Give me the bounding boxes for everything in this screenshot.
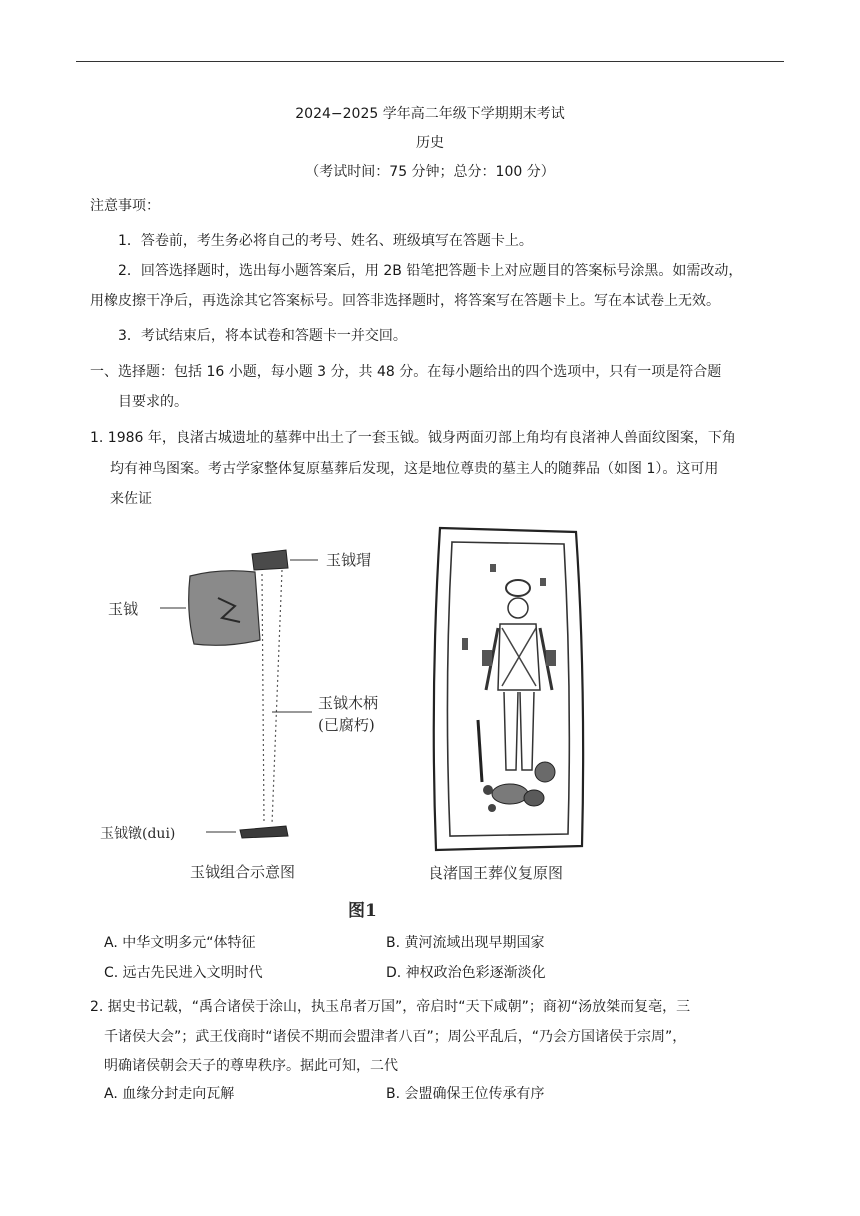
q1-stem-line-2: 均有神鸟图案。考古学家整体复原墓葬后发现，这是地位尊贵的墓主人的随葬品（如图 1）。这可用	[110, 461, 719, 477]
caption-left: 玉钺组合示意图	[190, 863, 296, 881]
section-1-line-2: 目要求的。	[118, 394, 188, 410]
subject-title: 历史	[416, 135, 444, 151]
notice-item-1: 1．答卷前，考生务必将自己的考号、姓名、班级填写在答题卡上。	[118, 233, 533, 249]
label-axe-cap: 玉钺瑁	[326, 551, 372, 569]
q2-stem-line-3: 明确诸侯朝会天子的尊卑秩序。据此可知，二代	[104, 1058, 398, 1074]
caption-right: 良渚国王葬仪复原图	[428, 864, 564, 882]
pottery-vessel-2	[524, 790, 544, 806]
chest-straps	[502, 628, 536, 686]
q1-option-a: A. 中华文明多元“体特征	[104, 935, 256, 951]
jade-bead	[483, 785, 493, 795]
legs	[504, 692, 534, 770]
label-axe-dui: 玉钺镦(dui)	[100, 826, 176, 842]
q1-option-d: D. 神权政治色彩逐渐淡化	[386, 965, 546, 981]
jade-piece	[462, 638, 468, 650]
q2-option-b: B. 会盟确保王位传承有序	[386, 1086, 545, 1102]
q1-stem-line-1: 1. 1986 年，良渚古城遗址的墓葬中出土了一套玉钺。钺身两面刃部上角均有良渚神人兽面纹图案，下角	[90, 430, 736, 446]
label-axe-handle: 玉钺木柄	[318, 694, 379, 712]
jade-axe-diagram	[160, 550, 318, 838]
right-bracelet	[546, 650, 556, 666]
burial-diagram	[434, 528, 583, 850]
q1-stem-line-3: 来佐证	[110, 491, 152, 507]
notice-item-2-line-2: 用橡皮擦干净后，再选涂其它答案标号。回答非选择题时，将答案写在答题卡上。写在本试卷上无效。	[90, 293, 720, 309]
q2-stem-line-1: 2. 据史书记载，“禹合诸侯于涂山，执玉帛者万国”，帝启时“天下咸朝”；商初“汤放桀而复亳，三	[90, 999, 691, 1015]
notice-item-2-line-1: 2．回答选择题时，选出每小题答案后，用 2B 铅笔把答题卡上对应题目的答案标号涂黑。如需改动，	[118, 263, 743, 279]
handle-line-left	[262, 574, 264, 824]
axe-blade-shape	[189, 571, 260, 646]
axe-handle-in-tomb	[478, 720, 482, 782]
pottery-vessel	[492, 784, 528, 804]
label-axe-blade: 玉钺	[108, 600, 139, 618]
jade-piece-3	[540, 578, 546, 586]
q2-option-a: A. 血缘分封走向瓦解	[104, 1086, 235, 1102]
q1-option-c: C. 远古先民进入文明时代	[104, 965, 263, 981]
q2-stem-line-2: 千诸侯大会”；武王伐商时“诸侯不期而会盟津者八百”；周公平乱后，“乃会方国诸侯于宗周”，	[104, 1029, 687, 1045]
q1-option-b: B. 黄河流域出现早期国家	[386, 935, 545, 951]
notice-heading: 注意事项：	[90, 198, 160, 214]
figure-1	[90, 520, 610, 920]
top-rule	[76, 61, 784, 62]
skull	[508, 598, 528, 618]
axe-dui-shape	[240, 826, 288, 838]
notice-item-3: 3．考试结束后，将本试卷和答题卡一并交回。	[118, 328, 407, 344]
exam-title: 2024−2025 学年高二年级下学期期末考试	[295, 106, 565, 122]
head-ornament	[506, 580, 530, 596]
section-1-line-1: 一、选择题：包括 16 小题，每小题 3 分，共 48 分。在每小题给出的四个选项中，只有一项是符合题	[90, 364, 722, 380]
jade-piece-2	[490, 564, 496, 572]
exam-info: （考试时间：75 分钟；总分：100 分）	[305, 164, 555, 180]
jade-bi-disc	[535, 762, 555, 782]
jade-bead-2	[488, 804, 496, 812]
label-axe-handle-note: (已腐朽)	[318, 716, 375, 734]
axe-cap-shape	[252, 550, 288, 570]
figure-title: 图1	[348, 901, 377, 920]
handle-line-right	[272, 570, 282, 824]
left-bracelet	[482, 650, 492, 666]
arms	[486, 628, 552, 690]
